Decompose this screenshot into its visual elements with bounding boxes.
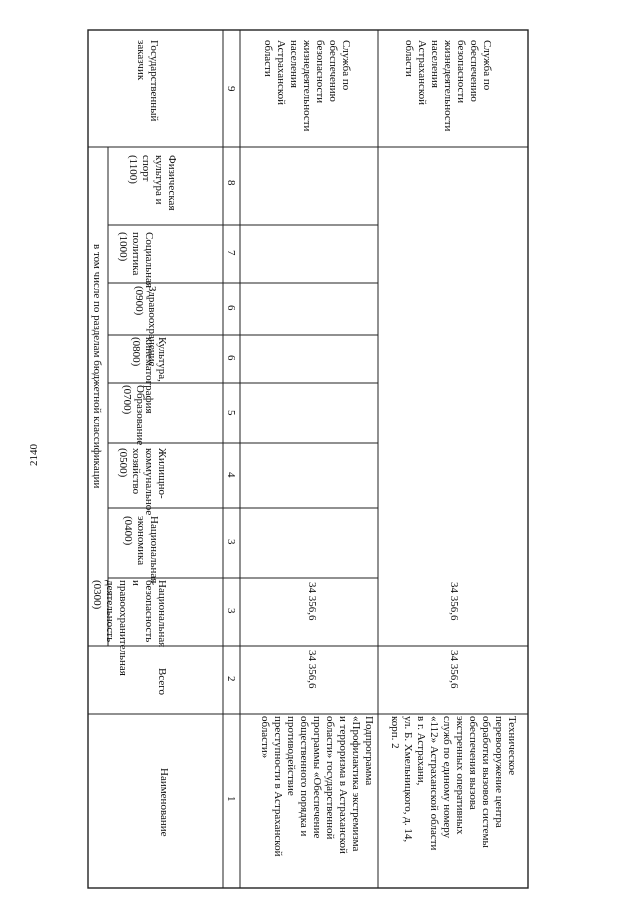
header-0300: Национальная безопасность и правоохранительная деятельность (0300) [91, 580, 168, 676]
header-0500: Жилищно- коммунальное хозяйство (0500) [117, 448, 168, 516]
header-0800: Культура, кинематография (0800) [130, 337, 168, 414]
colnum-3b: 3 [225, 539, 237, 545]
row1-customer: Служба по обеспечению безопасности жизнедеятельности населения Астраханской области [262, 40, 352, 132]
row1-name: Подпрограмма «Профилактика экстремизма и терроризма в Астраханской области» государственной программы «Обеспечение общественного порядка и противодействие преступности в Астраханской области» [259, 716, 375, 857]
header-0900: Здравоохранение (0900) [133, 286, 158, 367]
header-group: в том числе по разделам бюджетной классификации [91, 244, 103, 489]
colnum-2: 2 [225, 676, 237, 682]
row1-total: 34 356,6 [306, 650, 318, 689]
row2-customer: Служба по обеспечению безопасности жизнедеятельности населения Астраханской области [403, 40, 493, 132]
header-1000: Социальная политика (1000) [117, 232, 155, 288]
colnum-6a: 6 [225, 355, 237, 361]
colnum-4: 4 [225, 472, 237, 478]
colnum-8: 8 [225, 180, 237, 186]
colnum-3a: 3 [225, 608, 237, 614]
row2-name: Техническое перевооружение центра обработки вызовов системы обеспечения вызова экстренных оперативных служб по единому номеру «112» Астраханской области в г. Астрахани, ул. Б. Хмельницкого, д. 14, корп. 2 [389, 716, 518, 851]
header-1100: Физическая культура и спорт (1100) [127, 155, 178, 211]
row1-0300: 34 356,6 [306, 582, 318, 621]
colnum-6b: 6 [225, 305, 237, 311]
header-0700: Образование (0700) [121, 385, 146, 446]
page-number: 2140 [28, 444, 40, 466]
colnum-7: 7 [225, 250, 237, 256]
header-total: Всего [156, 668, 168, 695]
header-name: Наименование [158, 768, 170, 837]
colnum-5: 5 [225, 410, 237, 416]
colnum-1: 1 [225, 796, 237, 802]
colnum-9: 9 [225, 86, 237, 92]
header-0400: Национальная экономика (0400) [122, 516, 160, 584]
header-customer: Государственный заказчик [135, 40, 160, 122]
row2-0300: 34 356,6 [448, 582, 460, 621]
row2-total: 34 356,6 [448, 650, 460, 689]
